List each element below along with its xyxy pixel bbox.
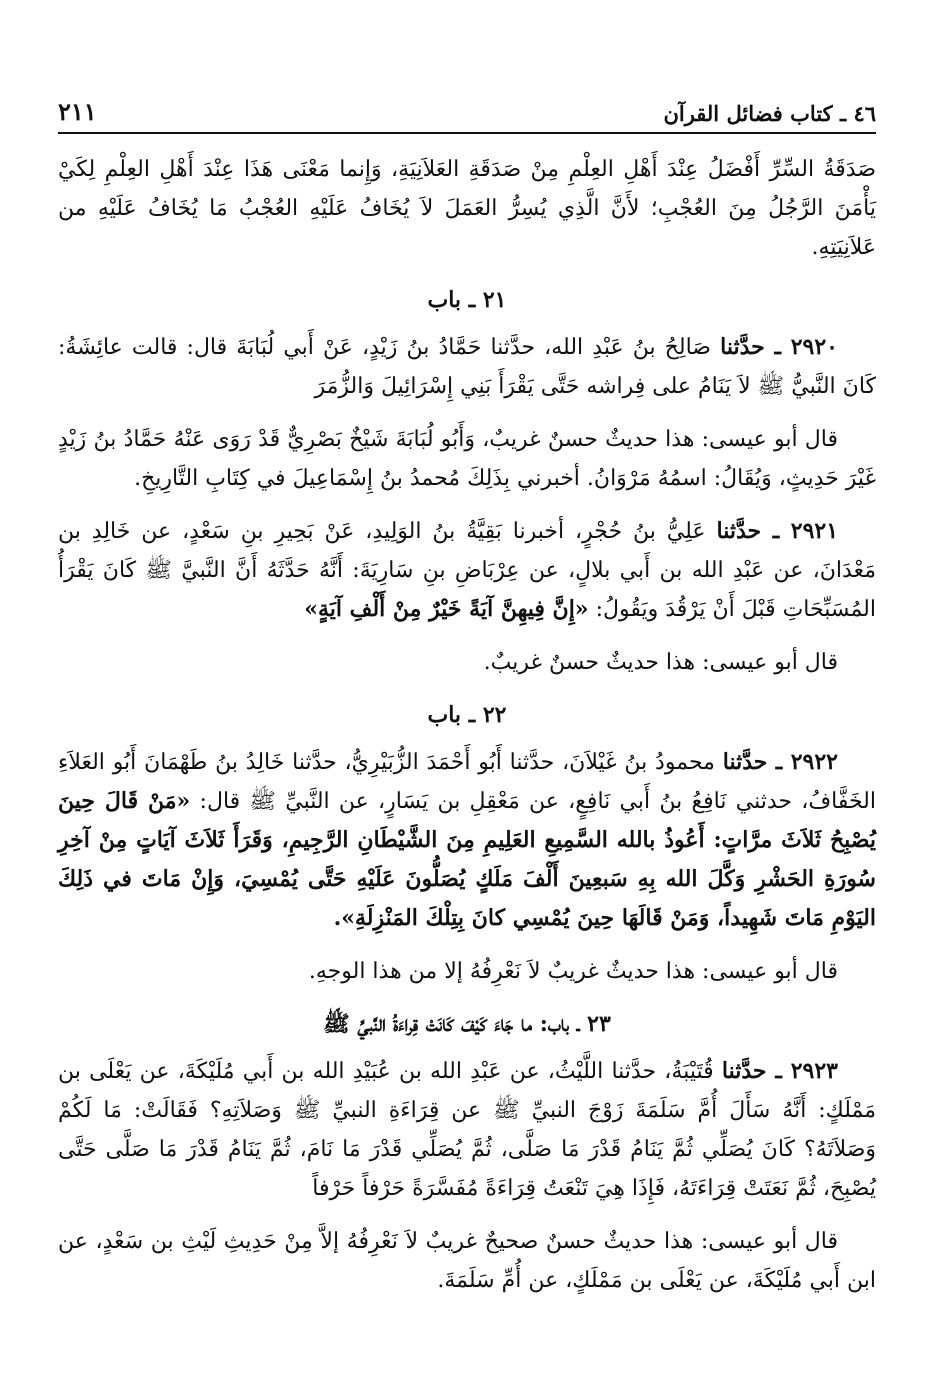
- chapter-heading-21: ٢١ ـ باب: [427, 287, 507, 313]
- hadith-number-2923: ٢٩٢٣ ـ حدَّثنا: [721, 1058, 838, 1084]
- hadith-text-2921: عَلِيُّ بنُ حُجْرٍ، أخبرنا بَقِيَّةُ بنُ الوَلِيدِ، عَنْ بَحِيرِ بنِ سَعْدٍ، عن خَالِدِ بن مَعْدَانَ، عن عَبْدِ الله بن أَبي بلالٍ، عن عِرْبَاضِ بنِ سَارِيَةَ: أَنَّهُ حَدَّثَهُ أَنَّ النَّبيَّ ﷺ كَانَ يَقْرَأُ المُسَبِّحَاتِ قَبْلَ أَنْ يَرْقُدَ ويَقُولُ:: [58, 519, 876, 622]
- commentary-2920: قال أبو عيسى: هذا حديثٌ حسنٌ غريبٌ، وَأَبُو لُبَابَةَ شَيْخٌ بَصْرِيٌّ قَدْ رَوَى عَنْهُ حَمَّادُ بنُ زَيْدٍ غَيْرَ حَدِيثٍ، وَيُقَالُ: اسمُهُ مَرْوَانُ. أخبرني بِذَلِكَ مُحمدُ بنُ إِسْمَاعِيلَ في كِتَابِ التَّارِيخِ.: [58, 427, 876, 491]
- prophetic-quote-2921: «إِنَّ فِيهِنَّ آيَةً خَيْرٌ مِنْ أَلْفِ آيَةٍ»: [304, 596, 589, 622]
- hadith-2923: [58, 1052, 876, 1208]
- page-body: [58, 150, 876, 1300]
- hadith-number-2921: ٢٩٢١ ـ حدَّثنا: [716, 518, 839, 544]
- commentary-2923: قال أبو عيسى: هذا حديثٌ حسنٌ صحيحٌ غريبٌ لاَ نَعْرِفُهُ إلاَّ مِنْ حَدِيثِ لَيْثِ بن سَعْدٍ، عن ابن أَبي مُلَيْكَةَ، عن يَعْلَى بن مَمْلَكٍ، عن أُمِّ سَلَمَةَ.: [58, 1229, 876, 1293]
- page-number: ٢١١: [58, 97, 97, 126]
- hadith-2922: [58, 743, 876, 938]
- hadith-text-2922: محمودُ بنُ غَيْلاَنَ، حدَّثنا أَبُو أَحْمَدَ الزُّبَيْرِيُّ، حدَّثنا خَالِدُ بنُ طَهْمَانَ أَبُو العَلاَءِ الخَفَّافُ، حدثني نَافِعُ بنُ أَبي نَافِعٍ، عن مَعْقِلِ بن يَسَارٍ، عن النَّبيِّ ﷺ قال:: [58, 750, 876, 814]
- commentary-2922: قال أبو عيسى: هذا حديثٌ غريبٌ لاَ نَعْرِفُهُ إلا من هذا الوجهِ.: [308, 959, 838, 984]
- hadith-text-2920: صَالِحُ بنُ عَبْدِ الله، حدَّثنا حَمَّادُ بنُ زَيْدٍ، عَنْ أَبي لُبَابَةَ قال: قالت عائِشَةُ: كَانَ النَّبيُّ ﷺ لاَ يَنَامُ على فِراشه حَتَّى يَقْرَأَ بَنِي إِسْرَائِيلَ وَالزُّمَرَ: [58, 335, 876, 399]
- hadith-2921: [58, 512, 876, 629]
- running-title: ٤٦ ـ كتاب فضائل القرآن: [663, 101, 876, 126]
- hadith-2920: [58, 328, 876, 406]
- chapter-heading-23: ٢٣ ـ باب: ما جَاءَ كَيْفَ كَانَتْ قِراءَةُ النَّبيِّ ﷺ: [323, 1011, 611, 1037]
- hadith-number-2922: ٢٩٢٢ ـ حدَّثنا: [722, 749, 838, 775]
- commentary-2921: قال أبو عيسى: هذا حديثٌ حسنٌ غريبٌ.: [483, 650, 838, 675]
- chapter-heading-22: ٢٢ ـ باب: [427, 702, 507, 728]
- hadith-text-2923: قُتَيْبَةُ، حدَّثنا اللَّيْثُ، عن عَبْدِ الله بن عُبَيْدِ الله بن أَبي مُلَيْكَةَ، عن يَعْلَى بن مَمْلَكٍ: أَنَّهُ سَأَلَ أُمَّ سَلَمَةَ زَوْجَ النبيِّ ﷺ عن قِرَاءَةِ النبيِّ ﷺ وَصَلاَتِهِ؟ فَقَالَتْ: مَا لَكُمْ وَصَلاَتَهُ؟ كَانَ يُصَلِّي ثُمَّ يَنَامُ قَدْرَ مَا صَلَّى، ثُمَّ يُصَلِّي قَدْرَ مَا نَامَ، ثُمَّ يَنَامُ قَدْرَ مَا صَلَّى حَتَّى يُصْبِحَ، ثُمَّ نَعَتَتْ قِرَاءَتَهُ، فَإِذَا هِيَ تَنْعَتُ قِرَاءَةً مُفَسَّرَةً حَرْفاً حَرْفاً: [58, 1059, 876, 1201]
- header-rule: [58, 132, 876, 134]
- hadith-number-2920: ٢٩٢٠ ـ حدَّثنا: [720, 334, 838, 360]
- page-header: [58, 86, 876, 126]
- prophetic-quote-2922: «مَنْ قَالَ حِينَ يُصْبِحُ ثَلاَثَ مرَّاتٍ: أَعُوذُ بالله السَّمِيعِ العَلِيمِ مِنَ الشَّيْطَانِ الرَّجِيمِ، وَقَرَأَ ثَلاَثَ آيَاتٍ مِنْ آخِرِ سُورَةِ الحَشْرِ وَكَّلَ الله بِهِ سَبعِينَ أَلْفَ مَلَكٍ يُصَلُّونَ عَلَيْهِ حَتَّى يُمْسِيَ، وَإِنْ مَاتَ في ذَلِكَ اليَوْمِ مَاتَ شَهِيداً، وَمَنْ قَالَهَا حِينَ يُمْسِي كانَ بِتِلْكَ المَنْزِلَةِ».: [58, 788, 876, 931]
- intro-paragraph: صَدَقَةُ السِّرِّ أَفْضَلُ عِنْدَ أَهْلِ العِلْمِ مِنْ صَدَقَةِ العَلاَنِيَةِ، وَإِنما مَعْنَى هَذَا عِنْدَ أَهْلِ العِلْمِ لِكَيْ يَأْمَنَ الرَّجُلُ مِنَ العُجْبِ؛ لأَنَّ الَّذِي يُسِرُّ العَمَلَ لاَ يُخَافُ عَلَيْهِ العُجْبُ مَا يُخَافُ عَلَيْهِ من عَلاَنِيَتِهِ.: [58, 157, 876, 260]
